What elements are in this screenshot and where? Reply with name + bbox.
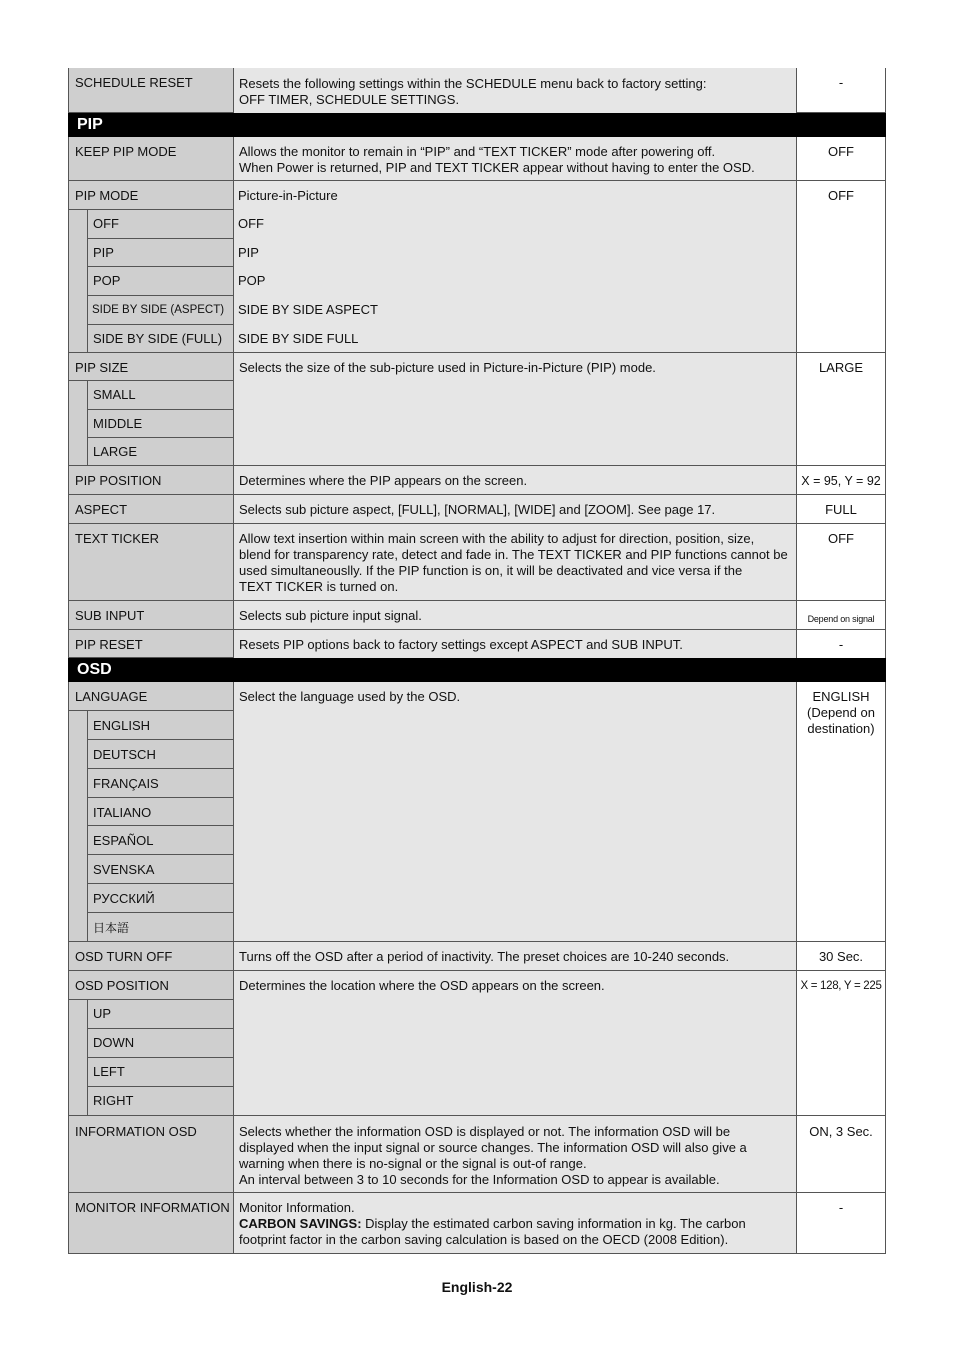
option-description: SIDE BY SIDE FULL <box>238 331 359 346</box>
sub-option-row <box>68 1000 886 1029</box>
sub-option-row <box>68 740 886 769</box>
description-line: OFF TIMER, SCHEDULE SETTINGS. <box>239 92 460 107</box>
sub-option-row <box>68 381 886 410</box>
description-line: Selects whether the information OSD is displayed or not. The information OSD will be <box>239 1124 731 1139</box>
section-header-osd: OSD <box>68 658 886 682</box>
description-line: TEXT TICKER is turned on. <box>239 579 399 594</box>
description-line: Resets the following settings within the SCHEDULE menu back to factory setting: <box>239 76 707 91</box>
setting-description: Turns off the OSD after a period of inactivity. The preset choices are 10-240 seconds. <box>233 942 796 971</box>
option-description: PIP <box>238 245 259 260</box>
setting-name: INFORMATION OSD <box>68 1116 233 1193</box>
sub-option-row <box>68 1087 886 1116</box>
description-line: used simultaneouslly. If the PIP function is on, it will be deactivated and vice versa if the <box>239 563 743 578</box>
table-row <box>68 524 886 601</box>
indent-spacer <box>68 381 87 410</box>
indent-spacer <box>68 798 87 826</box>
description-line: When Power is returned, PIP and TEXT TICKER appear without having to enter the OSD. <box>239 160 755 175</box>
description-line: Allows the monitor to remain in “PIP” and “TEXT TICKER” mode after powering off. <box>239 144 716 159</box>
setting-name: PIP MODE <box>68 181 233 210</box>
setting-description <box>233 68 796 113</box>
indent-spacer <box>68 769 87 798</box>
setting-description <box>233 1116 796 1193</box>
setting-default: OFF <box>796 137 886 181</box>
default-line: (Depend on <box>807 705 875 720</box>
carbon-savings-text: Display the estimated carbon saving information in kg. The carbon <box>361 1216 746 1231</box>
option-name: LEFT <box>87 1058 233 1087</box>
setting-default: X = 128, Y = 225 <box>796 971 886 1116</box>
default-line: ENGLISH <box>812 689 870 704</box>
setting-default: Depend on signal <box>796 601 886 630</box>
description-line: An interval between 3 to 10 seconds for the Information OSD to appear is available. <box>239 1172 720 1187</box>
option-name: 日本語 <box>87 913 233 942</box>
sub-option-row <box>68 855 886 884</box>
option-name: POP <box>87 267 233 296</box>
setting-name: OSD POSITION <box>68 971 233 1000</box>
setting-description: Select the language used by the OSD. <box>233 682 796 942</box>
indent-spacer <box>68 740 87 769</box>
indent-spacer <box>68 325 87 353</box>
option-name: RIGHT <box>87 1087 233 1116</box>
description-line: warning when there is no-signal or the signal is out-of range. <box>239 1156 587 1171</box>
sub-option-row <box>68 711 886 740</box>
setting-name: OSD TURN OFF <box>68 942 233 971</box>
sub-option-row <box>68 1029 886 1058</box>
description-line: Monitor Information. <box>239 1200 355 1215</box>
option-description: SIDE BY SIDE ASPECT <box>238 302 378 317</box>
sub-option-row <box>68 325 886 353</box>
indent-spacer <box>68 1087 87 1116</box>
setting-default: X = 95, Y = 92 <box>796 466 886 495</box>
option-name: LARGE <box>87 438 233 466</box>
indent-spacer <box>68 913 87 942</box>
sub-option-row <box>68 239 886 267</box>
description-line: displayed when the input signal or source changes. The information OSD will also give a <box>239 1140 747 1155</box>
sub-option-row <box>68 1058 886 1087</box>
indent-spacer <box>68 239 87 267</box>
setting-description: Determines where the PIP appears on the screen. <box>233 466 796 495</box>
sub-option-row <box>68 267 886 296</box>
option-description: POP <box>238 273 266 288</box>
indent-spacer <box>68 296 87 325</box>
sub-option-row <box>68 410 886 438</box>
sub-option-row <box>68 798 886 826</box>
option-description: OFF <box>238 216 264 231</box>
setting-name: MONITOR INFORMATION <box>68 1193 233 1254</box>
option-name: ITALIANO <box>87 798 233 826</box>
indent-spacer <box>68 1000 87 1029</box>
option-name: SIDE BY SIDE (FULL) <box>87 325 233 353</box>
table-row <box>68 353 886 381</box>
section-header-pip: PIP <box>68 113 886 137</box>
option-name: DEUTSCH <box>87 740 233 769</box>
setting-default: LARGE <box>796 353 886 466</box>
description-line: blend for transparency rate, detect and fade in. The TEXT TICKER and PIP functions cannot be <box>239 547 788 562</box>
option-name: ESPAÑOL <box>87 826 233 855</box>
table-row <box>68 682 886 711</box>
option-name: OFF <box>87 210 233 239</box>
sub-option-row <box>68 769 886 798</box>
description-line: footprint factor in the carbon saving calculation is based on the OECD (2008 Edition). <box>239 1232 729 1247</box>
page-footer: English-22 <box>441 1279 513 1295</box>
option-name: DOWN <box>87 1029 233 1058</box>
setting-default: OFF <box>796 181 886 353</box>
setting-description-text: Picture-in-Picture <box>238 188 338 203</box>
setting-default: - <box>796 630 886 658</box>
table-row <box>68 495 886 524</box>
setting-default: - <box>796 1193 886 1254</box>
table-row <box>68 466 886 495</box>
setting-name: TEXT TICKER <box>68 524 233 601</box>
carbon-savings-label: CARBON SAVINGS: <box>239 1216 362 1231</box>
setting-description: Resets PIP options back to factory settings except ASPECT and SUB INPUT. <box>233 630 796 658</box>
option-name: MIDDLE <box>87 410 233 438</box>
table-row <box>68 181 886 210</box>
setting-description <box>233 137 796 181</box>
setting-description: Selects sub picture input signal. <box>233 601 796 630</box>
setting-default: FULL <box>796 495 886 524</box>
setting-name: PIP POSITION <box>68 466 233 495</box>
option-name: SVENSKA <box>87 855 233 884</box>
indent-spacer <box>68 410 87 438</box>
sub-option-row <box>68 913 886 942</box>
indent-spacer <box>68 1058 87 1087</box>
indent-spacer <box>68 1029 87 1058</box>
sub-option-row <box>68 826 886 855</box>
description-line <box>239 1216 791 1232</box>
table-row <box>68 630 886 658</box>
indent-spacer <box>68 884 87 913</box>
table-row <box>68 1193 886 1254</box>
setting-description: Determines the location where the OSD appears on the screen. <box>233 971 796 1116</box>
setting-description <box>233 1193 796 1254</box>
sub-option-row <box>68 438 886 466</box>
indent-spacer <box>68 711 87 740</box>
description-line: Allow text insertion within main screen with the ability to adjust for direction, position, size, <box>239 531 755 546</box>
table-row <box>68 1116 886 1193</box>
table-row <box>68 68 886 113</box>
indent-spacer <box>68 210 87 239</box>
setting-description: Selects sub picture aspect, [FULL], [NORMAL], [WIDE] and [ZOOM]. See page 17. <box>233 495 796 524</box>
sub-option-row <box>68 210 886 239</box>
indent-spacer <box>68 267 87 296</box>
option-name: SMALL <box>87 381 233 410</box>
option-name: ENGLISH <box>87 711 233 740</box>
table-row <box>68 137 886 181</box>
setting-name: SCHEDULE RESET <box>68 68 233 113</box>
setting-name: LANGUAGE <box>68 682 233 711</box>
setting-name: ASPECT <box>68 495 233 524</box>
option-name: РУССКИЙ <box>87 884 233 913</box>
setting-description: Selects the size of the sub-picture used in Picture-in-Picture (PIP) mode. <box>233 353 796 466</box>
setting-default: - <box>796 68 886 113</box>
table-row <box>68 942 886 971</box>
setting-default: 30 Sec. <box>796 942 886 971</box>
option-name: PIP <box>87 239 233 267</box>
default-line: destination) <box>807 721 875 736</box>
option-name: FRANÇAIS <box>87 769 233 798</box>
option-name: SIDE BY SIDE (ASPECT) <box>87 296 233 325</box>
setting-description <box>233 524 796 601</box>
sub-option-row <box>68 296 886 325</box>
setting-default: ON, 3 Sec. <box>796 1116 886 1193</box>
setting-default: OFF <box>796 524 886 601</box>
table-row <box>68 601 886 630</box>
indent-spacer <box>68 826 87 855</box>
setting-name: SUB INPUT <box>68 601 233 630</box>
indent-spacer <box>68 855 87 884</box>
sub-option-row <box>68 884 886 913</box>
table-row <box>68 971 886 1000</box>
setting-name: PIP SIZE <box>68 353 233 381</box>
setting-name: KEEP PIP MODE <box>68 137 233 181</box>
indent-spacer <box>68 438 87 466</box>
option-name: UP <box>87 1000 233 1029</box>
setting-name: PIP RESET <box>68 630 233 658</box>
